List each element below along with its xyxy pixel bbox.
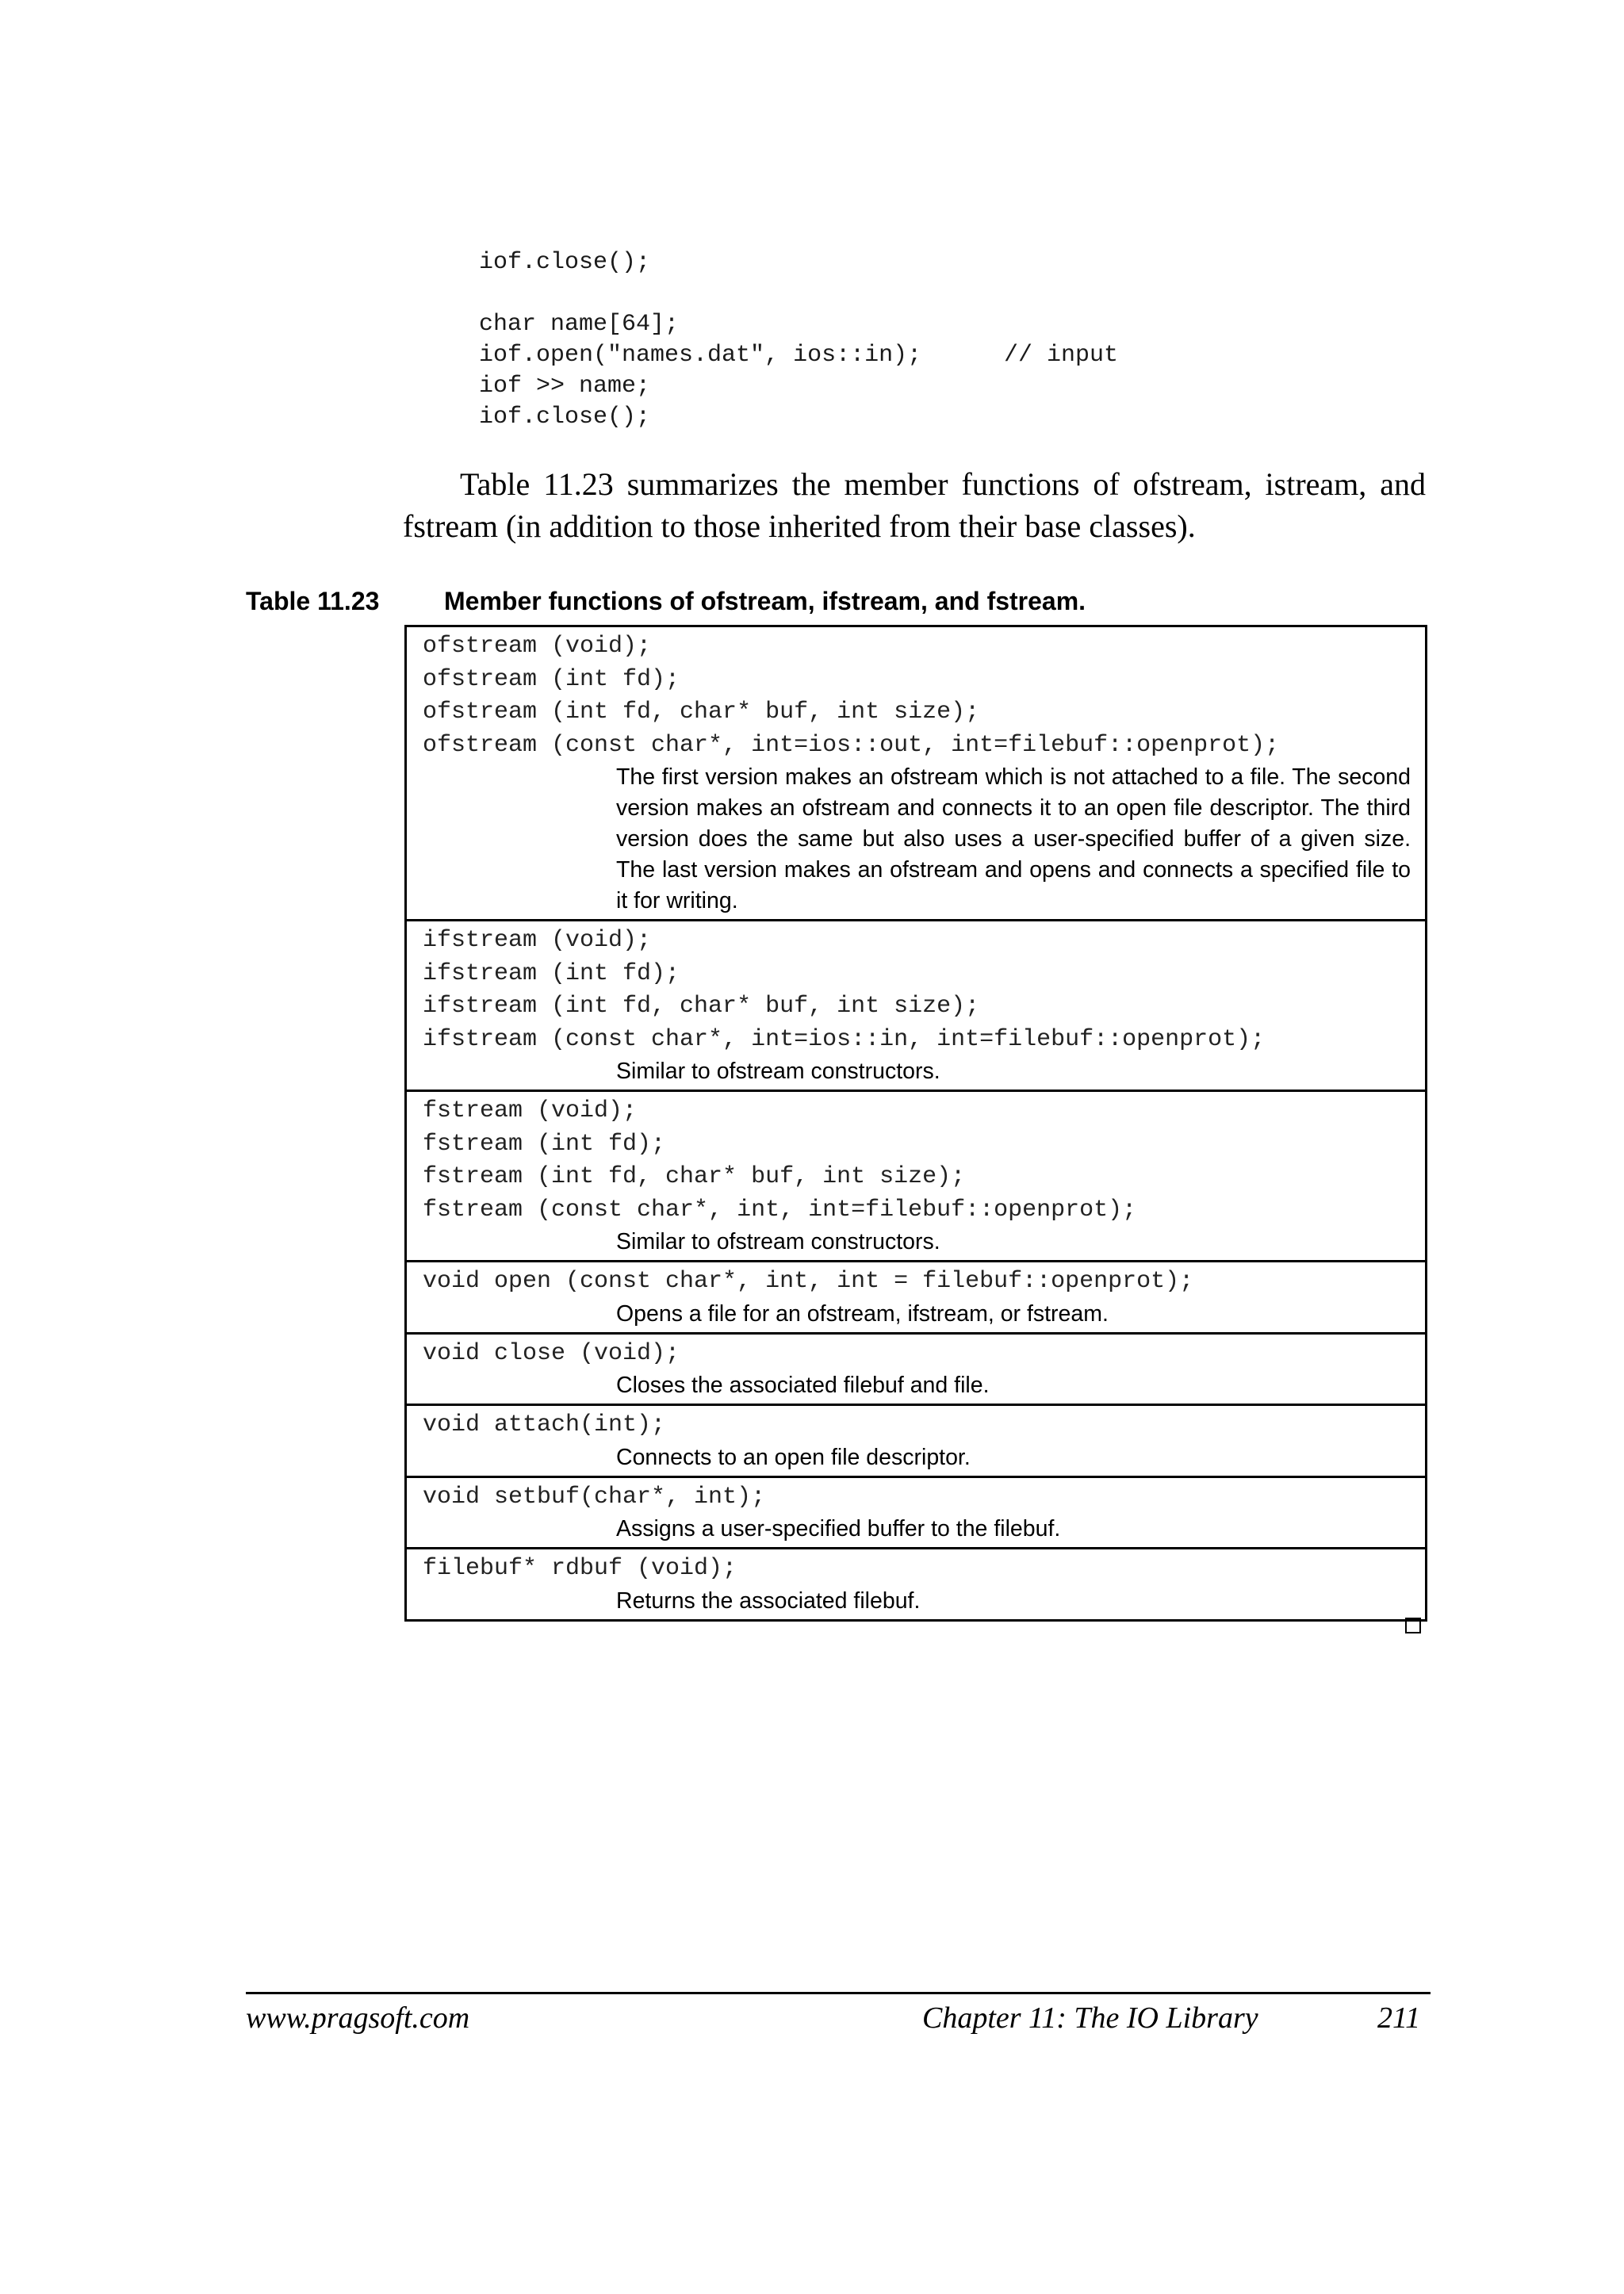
page-number: 211 [1377, 2001, 1421, 2035]
function-signature: void open (const char*, int, int = filebuf::openprot); [423, 1268, 1194, 1295]
function-signature: fstream (int fd, char* buf, int size); [423, 1163, 966, 1190]
function-description: Assigns a user-specified buffer to the filebuf. [616, 1516, 1061, 1541]
code-line: char name[64]; [479, 311, 680, 338]
code-line: iof.close(); [479, 249, 651, 276]
code-statement: iof.open("names.dat", ios::in); [479, 342, 922, 369]
function-signature: ifstream (int fd, char* buf, int size); [423, 993, 980, 1020]
function-signature: ifstream (int fd); [423, 959, 680, 987]
table-number: Table 11.23 [246, 587, 380, 615]
footer-divider [246, 1992, 1431, 1994]
code-line: iof.close(); [479, 404, 651, 431]
code-line: iof >> name; [479, 373, 651, 400]
function-signature: void close (void); [423, 1339, 680, 1367]
function-description: Similar to ofstream constructors. [616, 1229, 940, 1254]
table-row-fstream [407, 1090, 1425, 1260]
table-row-open [407, 1260, 1425, 1332]
table-title: Member functions of ofstream, ifstream, and fstream. [444, 587, 1086, 615]
function-description: Opens a file for an ofstream, ifstream, or fstream. [616, 1300, 1109, 1327]
footer-website: www.pragsoft.com [246, 2001, 470, 2035]
member-functions-table [404, 625, 1427, 1622]
table-row-attach [407, 1404, 1425, 1476]
body-paragraph: Table 11.23 summarizes the member functions of ofstream, istream, and fstream (in addition to those inherited from their base classes). [403, 466, 1426, 544]
table-row-close [407, 1332, 1425, 1404]
function-signature: void setbuf(char*, int); [423, 1483, 766, 1511]
function-signature: ofstream (int fd, char* buf, int size); [423, 699, 980, 726]
end-of-section-square-icon [1405, 1618, 1421, 1633]
code-comment: // input [1004, 342, 1119, 369]
code-listing [479, 247, 1119, 433]
table-row-ofstream [407, 627, 1425, 919]
footer-chapter-title: Chapter 11: The IO Library [922, 2001, 1258, 2035]
code-line [479, 340, 1119, 371]
table-caption [246, 585, 1086, 617]
function-signature: void attach(int); [423, 1411, 666, 1438]
code-line [479, 278, 921, 309]
function-signature: ofstream (const char*, int=ios::out, int=filebuf::openprot); [423, 731, 1280, 759]
function-description: The first version makes an ofstream which is not attached to a file. The second version makes an ofstream and connects it to an open file descriptor. The third version does the same but also uses a user-specified buffer of a given size. The last version makes an ofstream and opens and connects a specified file to it for writing. [616, 764, 1411, 913]
function-signature: ifstream (const char*, int=ios::in, int=filebuf::openprot); [423, 1025, 1266, 1053]
function-description: Similar to ofstream constructors. [616, 1059, 940, 1084]
table-row-rdbuf [407, 1547, 1425, 1619]
function-signature: fstream (void); [423, 1097, 638, 1124]
function-description: Returns the associated filebuf. [616, 1587, 921, 1614]
function-signature: fstream (int fd); [423, 1130, 666, 1158]
function-signature: ofstream (void); [423, 633, 652, 660]
function-signature: filebuf* rdbuf (void); [423, 1555, 737, 1582]
function-signature: fstream (const char*, int, int=filebuf::openprot); [423, 1196, 1137, 1224]
table-row-ifstream [407, 919, 1425, 1090]
function-signature: ofstream (int fd); [423, 665, 680, 693]
function-signature: ifstream (void); [423, 927, 652, 954]
function-description: Closes the associated filebuf and file. [616, 1373, 990, 1398]
table-row-setbuf [407, 1476, 1425, 1548]
function-description: Connects to an open file descriptor. [616, 1444, 971, 1470]
